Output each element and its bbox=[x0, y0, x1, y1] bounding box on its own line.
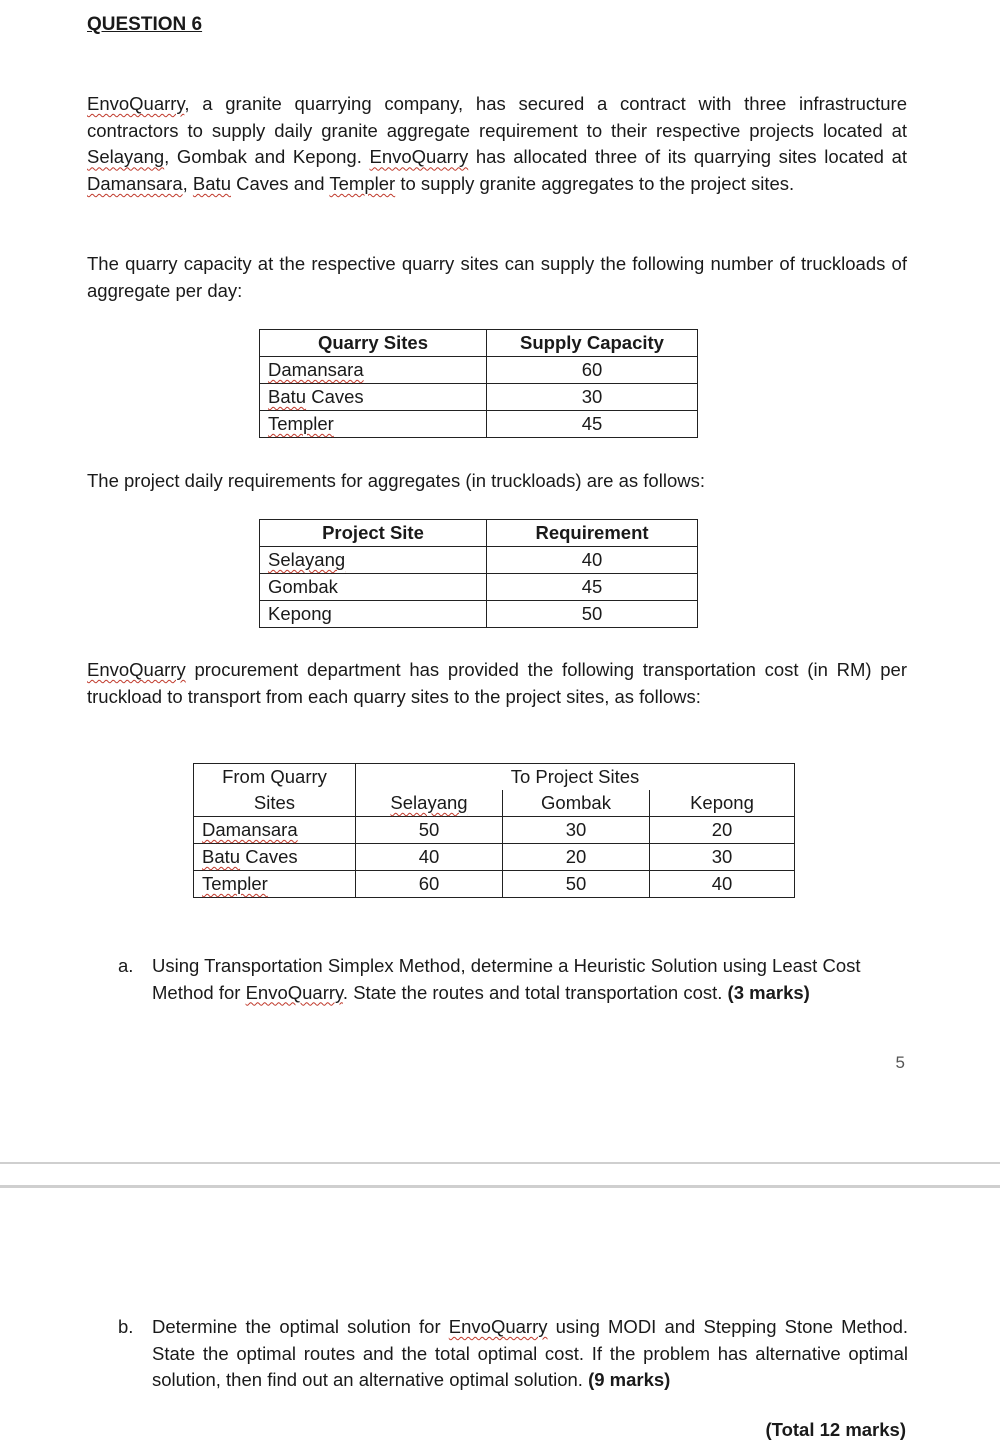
site-cell: Damansara bbox=[260, 357, 487, 384]
table-subheader-row bbox=[194, 790, 795, 817]
table-row bbox=[260, 601, 698, 628]
column-header: Gombak bbox=[503, 790, 650, 817]
from-header: From Quarry bbox=[194, 764, 356, 791]
intro-paragraph: EnvoQuarry, a granite quarrying company, has secured a contract with three infrastructure contractors to supply daily granite aggregate requirement to their respective projects located at Selayang, Gombak and Kepong. EnvoQuarry has allocated three of its quarrying sites located at Damansara, Batu Caves and Templer to supply granite aggregates to the project sites. bbox=[87, 93, 907, 195]
table-row bbox=[194, 844, 795, 871]
site-cell: Batu Caves bbox=[260, 384, 487, 411]
site-cell: Selayang bbox=[260, 547, 487, 574]
table-row bbox=[260, 574, 698, 601]
question-heading: QUESTION 6 bbox=[87, 14, 203, 35]
table-row bbox=[260, 411, 698, 438]
cost-intro: EnvoQuarry procurement department has provided the following transportation cost (in RM) per truckload to transport from each quarry sites to the project sites, as follows: bbox=[87, 659, 907, 707]
value-cell: 45 bbox=[487, 574, 698, 601]
supply-table bbox=[259, 329, 698, 438]
from-header-sites: Sites bbox=[194, 790, 356, 817]
table-header-row bbox=[194, 764, 795, 791]
page-separator bbox=[0, 1185, 1000, 1188]
column-header: Project Site bbox=[260, 520, 487, 547]
question-b-label: b. bbox=[118, 1316, 134, 1337]
table-row bbox=[194, 817, 795, 844]
table-row bbox=[194, 871, 795, 898]
page-number: 5 bbox=[895, 1053, 905, 1072]
requirement-table bbox=[259, 519, 698, 628]
value-cell: 60 bbox=[487, 357, 698, 384]
question-a-text: Using Transportation Simplex Method, determine a Heuristic Solution using Least Cost Method for EnvoQuarry. State the routes and total transportation cost. (3 marks) bbox=[152, 955, 861, 1003]
marks-label: (3 marks) bbox=[727, 981, 810, 1003]
cost-cell: 40 bbox=[650, 871, 795, 898]
column-header: Requirement bbox=[487, 520, 698, 547]
cost-cell: 40 bbox=[356, 844, 503, 871]
table-row bbox=[260, 357, 698, 384]
table-row bbox=[260, 547, 698, 574]
to-header: To Project Sites bbox=[356, 764, 795, 791]
site-cell: Gombak bbox=[260, 574, 487, 601]
cost-cell: 20 bbox=[650, 817, 795, 844]
marks-label: (9 marks) bbox=[588, 1369, 671, 1391]
table-header-row bbox=[260, 520, 698, 547]
site-cell: Damansara bbox=[194, 817, 356, 844]
cost-cell: 50 bbox=[503, 871, 650, 898]
question-b-text: Determine the optimal solution for EnvoQuarry using MODI and Stepping Stone Method. State the optimal routes and the total optimal cost. If the problem has alternative optimal solution, then find out an alternative optimal solution. (9 marks) bbox=[152, 1316, 908, 1391]
cost-cell: 30 bbox=[650, 844, 795, 871]
site-cell: Kepong bbox=[260, 601, 487, 628]
value-cell: 30 bbox=[487, 384, 698, 411]
cost-table bbox=[193, 763, 795, 898]
company-name: EnvoQuarry bbox=[87, 93, 185, 114]
page-separator bbox=[0, 1162, 1000, 1164]
site-cell: Batu Caves bbox=[194, 844, 356, 871]
cost-cell: 60 bbox=[356, 871, 503, 898]
table-header-row bbox=[260, 330, 698, 357]
column-header: Kepong bbox=[650, 790, 795, 817]
site-cell: Templer bbox=[194, 871, 356, 898]
total-marks: (Total 12 marks) bbox=[765, 1419, 906, 1440]
cost-cell: 50 bbox=[356, 817, 503, 844]
column-header: Selayang bbox=[356, 790, 503, 817]
question-a-label: a. bbox=[118, 955, 134, 976]
value-cell: 50 bbox=[487, 601, 698, 628]
cost-cell: 30 bbox=[503, 817, 650, 844]
site-cell: Templer bbox=[260, 411, 487, 438]
requirement-intro: The project daily requirements for aggregates (in truckloads) are as follows: bbox=[87, 470, 705, 491]
column-header: Supply Capacity bbox=[487, 330, 698, 357]
table-row bbox=[260, 384, 698, 411]
value-cell: 45 bbox=[487, 411, 698, 438]
value-cell: 40 bbox=[487, 547, 698, 574]
cost-cell: 20 bbox=[503, 844, 650, 871]
column-header: Quarry Sites bbox=[260, 330, 487, 357]
capacity-intro: The quarry capacity at the respective quarry sites can supply the following number of truckloads of aggregate per day: bbox=[87, 253, 907, 301]
